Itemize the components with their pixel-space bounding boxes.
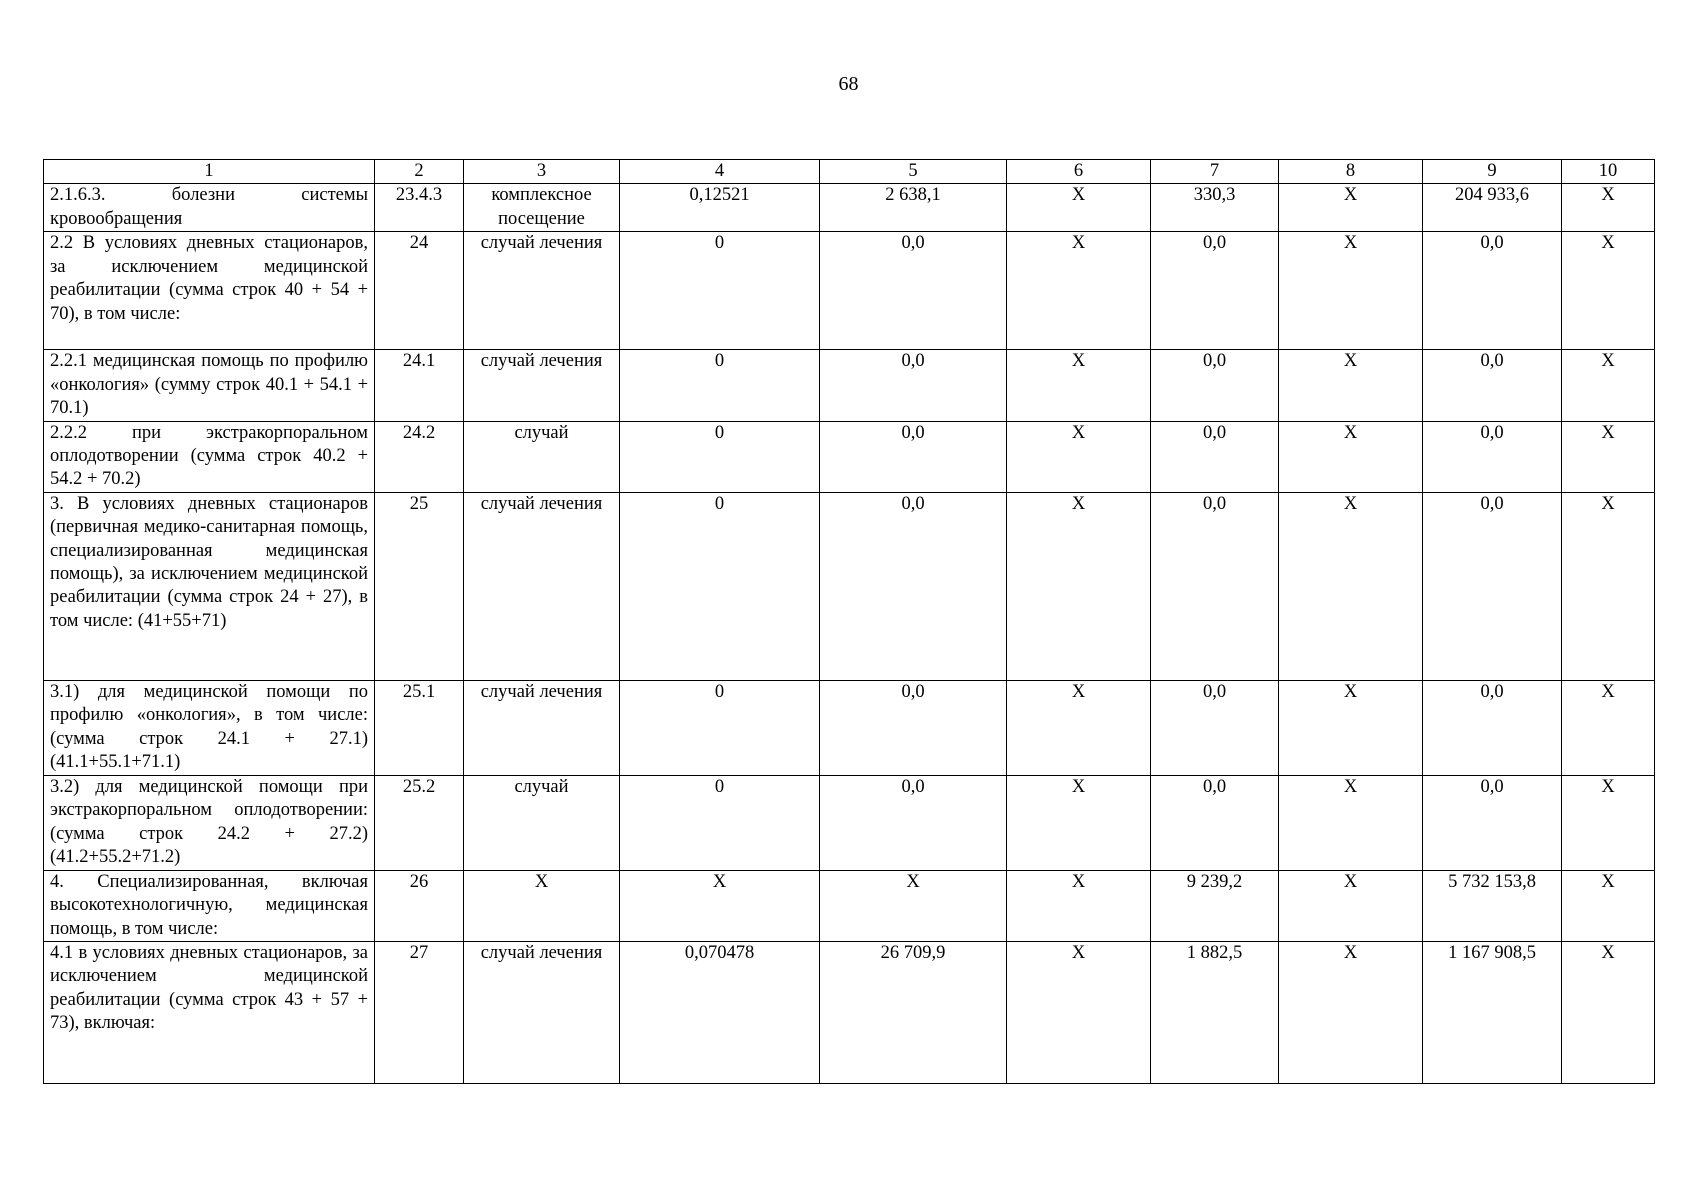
value-cell: 0,070478 xyxy=(620,942,820,1084)
value-cell: 0,0 xyxy=(1151,680,1279,775)
row-name-cell: 2.2 В условиях дневных стационаров, за исключением медицинской реабилитации (сумма строк 40 + 54 + 70), в том числе: xyxy=(44,232,375,350)
page-number: 68 xyxy=(838,73,859,95)
value-cell: 330,3 xyxy=(1151,184,1279,232)
table-row xyxy=(44,232,1655,350)
table-row xyxy=(44,680,1655,775)
value-cell: Х xyxy=(820,870,1007,941)
value-cell: 0,0 xyxy=(820,492,1007,680)
value-cell: Х xyxy=(1562,184,1655,232)
value-cell: Х xyxy=(1007,492,1151,680)
data-table xyxy=(43,159,1655,1084)
column-number-header: 3 xyxy=(464,160,620,184)
value-cell: Х xyxy=(1007,870,1151,941)
value-cell: 204 933,6 xyxy=(1423,184,1562,232)
column-number-header: 7 xyxy=(1151,160,1279,184)
value-cell: Х xyxy=(1562,680,1655,775)
line-number-cell: 26 xyxy=(375,870,464,941)
value-cell: 0,0 xyxy=(820,350,1007,421)
value-cell: Х xyxy=(1007,350,1151,421)
value-cell: 0 xyxy=(620,421,820,492)
value-cell: Х xyxy=(1279,942,1423,1084)
value-cell: 9 239,2 xyxy=(1151,870,1279,941)
value-cell: Х xyxy=(1562,421,1655,492)
value-cell: Х xyxy=(1279,184,1423,232)
unit-cell: комплексное посещение xyxy=(464,184,620,232)
value-cell: 0 xyxy=(620,232,820,350)
row-name-cell: 2.2.2 при экстракорпоральном оплодотворении (сумма строк 40.2 + 54.2 + 70.2) xyxy=(44,421,375,492)
value-cell: Х xyxy=(1279,680,1423,775)
value-cell: Х xyxy=(1562,232,1655,350)
unit-cell: случай xyxy=(464,775,620,870)
table-row xyxy=(44,184,1655,232)
column-number-header: 4 xyxy=(620,160,820,184)
value-cell: Х xyxy=(1562,775,1655,870)
row-name-cell: 3.1) для медицинской помощи по профилю «онкология», в том числе: (сумма строк 24.1 + 27.1) (41.1+55.1+71.1) xyxy=(44,680,375,775)
unit-cell: случай лечения xyxy=(464,350,620,421)
column-number-header: 8 xyxy=(1279,160,1423,184)
value-cell: 0,0 xyxy=(1423,350,1562,421)
line-number-cell: 25.1 xyxy=(375,680,464,775)
row-name-cell: 4. Специализированная, включая высокотехнологичную, медицинская помощь, в том числе: xyxy=(44,870,375,941)
value-cell: 0,0 xyxy=(820,232,1007,350)
value-cell: Х xyxy=(1279,421,1423,492)
value-cell: 0,0 xyxy=(820,775,1007,870)
value-cell: Х xyxy=(1279,775,1423,870)
line-number-cell: 27 xyxy=(375,942,464,1084)
unit-cell: случай лечения xyxy=(464,680,620,775)
value-cell: Х xyxy=(1562,870,1655,941)
value-cell: 0,0 xyxy=(1423,232,1562,350)
value-cell: 0 xyxy=(620,350,820,421)
column-number-header: 1 xyxy=(44,160,375,184)
table-row xyxy=(44,492,1655,680)
unit-cell: Х xyxy=(464,870,620,941)
table-row xyxy=(44,775,1655,870)
row-name-cell: 3.2) для медицинской помощи при экстракорпоральном оплодотворении: (сумма строк 24.2 + 27.2) (41.2+55.2+71.2) xyxy=(44,775,375,870)
line-number-cell: 24.2 xyxy=(375,421,464,492)
value-cell: 0,0 xyxy=(1423,492,1562,680)
value-cell: 0,12521 xyxy=(620,184,820,232)
table-row xyxy=(44,870,1655,941)
table-row xyxy=(44,942,1655,1084)
value-cell: Х xyxy=(1562,350,1655,421)
value-cell: 5 732 153,8 xyxy=(1423,870,1562,941)
value-cell: 0,0 xyxy=(820,680,1007,775)
value-cell: Х xyxy=(1279,232,1423,350)
value-cell: 0,0 xyxy=(1151,421,1279,492)
table-row xyxy=(44,421,1655,492)
value-cell: 0,0 xyxy=(1151,775,1279,870)
value-cell: 0,0 xyxy=(1151,492,1279,680)
value-cell: 0,0 xyxy=(1423,680,1562,775)
column-number-header: 10 xyxy=(1562,160,1655,184)
row-name-cell: 2.1.6.3. болезни системы кровообращения xyxy=(44,184,375,232)
value-cell: 26 709,9 xyxy=(820,942,1007,1084)
value-cell: Х xyxy=(620,870,820,941)
value-cell: Х xyxy=(1007,942,1151,1084)
unit-cell: случай лечения xyxy=(464,942,620,1084)
value-cell: 0,0 xyxy=(1423,775,1562,870)
column-number-header: 6 xyxy=(1007,160,1151,184)
value-cell: 0 xyxy=(620,680,820,775)
value-cell: 0,0 xyxy=(1423,421,1562,492)
value-cell: 1 167 908,5 xyxy=(1423,942,1562,1084)
value-cell: 0,0 xyxy=(1151,232,1279,350)
value-cell: Х xyxy=(1007,421,1151,492)
value-cell: 0 xyxy=(620,492,820,680)
column-number-header: 2 xyxy=(375,160,464,184)
value-cell: Х xyxy=(1279,350,1423,421)
value-cell: 1 882,5 xyxy=(1151,942,1279,1084)
value-cell: Х xyxy=(1007,680,1151,775)
value-cell: 0,0 xyxy=(820,421,1007,492)
unit-cell: случай лечения xyxy=(464,492,620,680)
value-cell: Х xyxy=(1007,184,1151,232)
row-name-cell: 4.1 в условиях дневных стационаров, за исключением медицинской реабилитации (сумма строк 43 + 57 + 73), включая: xyxy=(44,942,375,1084)
value-cell: 2 638,1 xyxy=(820,184,1007,232)
value-cell: 0 xyxy=(620,775,820,870)
value-cell: 0,0 xyxy=(1151,350,1279,421)
value-cell: Х xyxy=(1562,942,1655,1084)
line-number-cell: 24.1 xyxy=(375,350,464,421)
unit-cell: случай xyxy=(464,421,620,492)
value-cell: Х xyxy=(1279,492,1423,680)
line-number-cell: 25 xyxy=(375,492,464,680)
value-cell: Х xyxy=(1007,232,1151,350)
line-number-cell: 23.4.3 xyxy=(375,184,464,232)
row-name-cell: 2.2.1 медицинская помощь по профилю «онкология» (сумму строк 40.1 + 54.1 + 70.1) xyxy=(44,350,375,421)
table-header-row xyxy=(44,160,1655,184)
row-name-cell: 3. В условиях дневных стационаров (первичная медико-санитарная помощь, специализированная медицинская помощь), за исключением медицинской реабилитации (сумма строк 24 + 27), в том числе: (41+55+71) xyxy=(44,492,375,680)
value-cell: Х xyxy=(1562,492,1655,680)
line-number-cell: 24 xyxy=(375,232,464,350)
value-cell: Х xyxy=(1007,775,1151,870)
value-cell: Х xyxy=(1279,870,1423,941)
column-number-header: 9 xyxy=(1423,160,1562,184)
table-row xyxy=(44,350,1655,421)
unit-cell: случай лечения xyxy=(464,232,620,350)
column-number-header: 5 xyxy=(820,160,1007,184)
line-number-cell: 25.2 xyxy=(375,775,464,870)
